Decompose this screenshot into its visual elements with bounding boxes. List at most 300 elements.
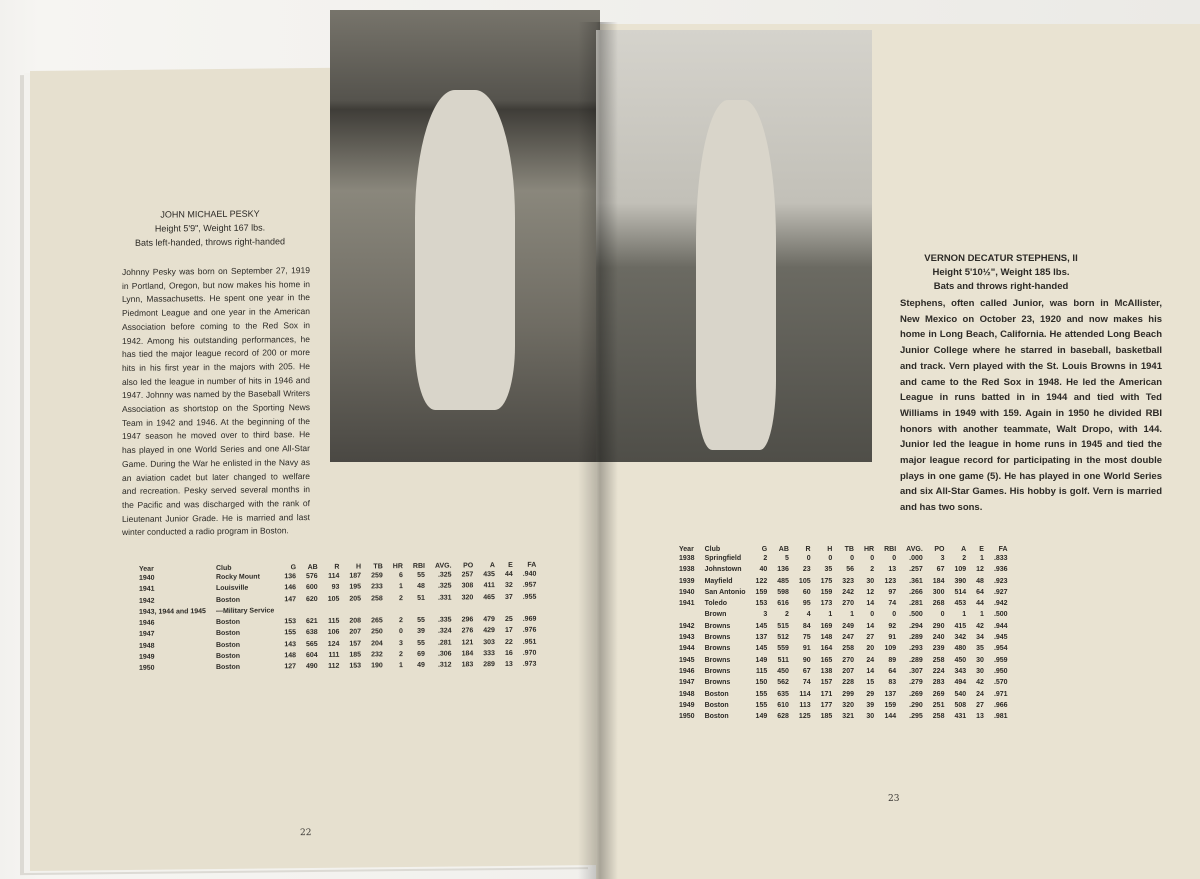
stats-cell: 247 <box>842 634 854 642</box>
stats-cell: 75 <box>802 634 811 642</box>
stats-cell: 207 <box>842 667 854 675</box>
stats-cell: 276 <box>461 627 474 635</box>
player-photo-stephens <box>596 30 872 462</box>
stats-cell: 153 <box>349 662 362 671</box>
stats-cell: .293 <box>909 645 923 653</box>
stats-cell: 13 <box>976 713 984 721</box>
stats-cell: .970 <box>522 649 537 657</box>
stats-cell: 485 <box>777 577 789 585</box>
stats-cell: 159 <box>820 588 833 596</box>
stats-cell: 14 <box>866 667 875 675</box>
stats-cell: 0 <box>828 555 833 562</box>
stats-cell <box>301 605 323 617</box>
stats-cell: 13 <box>504 661 513 669</box>
stats-cell: 1938 <box>679 555 695 562</box>
stats-cell: 25 <box>504 616 513 624</box>
player-bats-throws: Bats and throws right-handed <box>933 281 1069 292</box>
stats-cell: 269 <box>932 690 945 698</box>
batter-figure <box>696 100 776 450</box>
stats-cell: 480 <box>954 645 967 653</box>
stats-cell: 0 <box>398 628 403 636</box>
stats-cell: 411 <box>483 582 495 590</box>
player-title-block <box>906 252 1096 294</box>
stats-cell: 190 <box>371 662 383 670</box>
stats-header-cell: G <box>290 564 297 572</box>
stats-cell: .981 <box>993 713 1008 721</box>
stats-cell: 1941 <box>139 585 155 594</box>
stats-cell: 95 <box>802 600 811 608</box>
stats-cell: 27 <box>866 634 875 642</box>
stats-cell: .959 <box>993 656 1008 664</box>
stats-cell: 29 <box>866 690 875 698</box>
stats-cell: Boston <box>215 618 241 627</box>
stats-cell: Browns <box>704 634 731 642</box>
stats-cell: 1944 <box>679 645 695 653</box>
table-row <box>674 564 1013 575</box>
player-photo-pesky <box>330 10 600 462</box>
player-height-weight: Height 5'10½", Weight 185 lbs. <box>932 267 1070 278</box>
stats-cell: .936 <box>993 566 1008 574</box>
stats-cell: 91 <box>888 634 897 642</box>
stats-cell: 635 <box>777 690 789 698</box>
stats-cell: 155 <box>755 690 768 698</box>
stats-cell: 14 <box>866 622 875 630</box>
stats-cell: 32 <box>504 582 513 590</box>
stats-cell: 1 <box>850 611 854 619</box>
stats-cell: .269 <box>909 690 923 698</box>
stats-header-cell: R <box>334 563 340 571</box>
stats-cell: .969 <box>522 615 537 624</box>
stats-cell: 240 <box>932 634 945 642</box>
stats-cell: 74 <box>802 679 811 687</box>
stats-cell: 1949 <box>679 701 695 709</box>
stats-cell: .281 <box>437 639 452 647</box>
stats-cell: Browns <box>704 679 731 687</box>
stats-cell: 51 <box>417 594 425 602</box>
table-row <box>674 632 1013 643</box>
stats-cell: 1942 <box>679 622 695 630</box>
stats-cell: 60 <box>802 588 811 596</box>
stats-cell: 42 <box>976 679 984 687</box>
stats-cell: Brown <box>704 611 727 619</box>
stats-cell: 205 <box>349 595 362 603</box>
stats-cell: .295 <box>909 713 923 721</box>
stats-cell: 159 <box>884 701 897 709</box>
stats-cell: 540 <box>954 690 967 698</box>
stats-cell: 320 <box>461 593 474 602</box>
stats-cell: 24 <box>866 656 875 664</box>
stats-cell: 621 <box>306 618 318 626</box>
table-row <box>674 621 1013 632</box>
stats-cell: 23 <box>802 566 811 574</box>
stats-header-cell: AVG. <box>434 562 452 570</box>
stats-cell: Browns <box>704 656 731 664</box>
stats-cell: 30 <box>976 667 984 675</box>
stats-cell: 64 <box>976 588 984 596</box>
stats-cell: 34 <box>976 634 984 642</box>
stats-cell: .325 <box>437 571 452 579</box>
stats-cell: 145 <box>755 645 768 653</box>
stats-cell: 64 <box>888 667 897 675</box>
stats-cell: 3 <box>398 639 403 647</box>
stats-cell <box>478 603 500 615</box>
stats-cell: 333 <box>483 650 495 658</box>
stats-header-cell: A <box>961 546 967 553</box>
stats-cell: 67 <box>802 667 811 675</box>
stats-cell: 2 <box>785 611 789 619</box>
stats-cell: 145 <box>755 622 768 630</box>
table-row <box>674 700 1013 711</box>
stats-cell: .971 <box>993 690 1008 698</box>
stats-cell: .257 <box>909 566 923 574</box>
stats-cell: 20 <box>866 645 875 653</box>
stats-cell: 92 <box>888 622 897 630</box>
stats-cell: .957 <box>522 581 537 590</box>
stats-cell: 153 <box>755 600 768 608</box>
stats-cell: 228 <box>842 679 854 687</box>
book-gutter-shadow <box>578 22 618 879</box>
stats-cell: 90 <box>802 656 811 664</box>
stats-cell: 320 <box>842 701 854 709</box>
stats-cell: 232 <box>371 651 383 659</box>
stats-cell: 576 <box>306 572 318 581</box>
stats-cell: 106 <box>327 629 340 637</box>
stats-cell: 0 <box>892 611 897 619</box>
table-row <box>674 587 1013 598</box>
stats-header-cell: AB <box>307 563 318 572</box>
stats-cell: 1 <box>828 611 833 619</box>
stats-cell: 69 <box>417 650 425 658</box>
stats-cell: 148 <box>284 652 297 660</box>
stats-cell: 299 <box>842 690 854 698</box>
stats-cell <box>344 604 366 616</box>
stats-cell: .976 <box>522 627 537 635</box>
stats-cell: 124 <box>327 640 340 648</box>
stats-cell: 17 <box>504 627 513 635</box>
stats-cell: 321 <box>842 713 854 721</box>
stats-cell: Boston <box>704 690 729 698</box>
stats-header-cell: H <box>356 563 362 571</box>
table-row <box>674 677 1013 688</box>
stats-cell: 270 <box>842 600 854 608</box>
stats-cell: 105 <box>327 595 340 603</box>
stats-cell: 12 <box>866 588 875 596</box>
stats-cell: 22 <box>504 638 513 646</box>
stats-cell <box>500 603 518 614</box>
stats-cell: 155 <box>755 701 768 709</box>
stats-cell: 164 <box>820 645 833 653</box>
stats-cell: 12 <box>976 566 984 574</box>
stats-cell <box>518 603 542 615</box>
stats-cell: 610 <box>777 701 789 709</box>
stats-cell: 48 <box>417 583 425 591</box>
stats-header-cell: H <box>827 546 833 553</box>
stats-cell: 30 <box>866 577 875 585</box>
stats-cell: .833 <box>993 555 1008 562</box>
stats-cell: 431 <box>954 713 967 721</box>
stats-cell: 250 <box>371 628 383 636</box>
stats-cell: 148 <box>820 634 833 642</box>
stats-cell: 511 <box>777 656 789 664</box>
stats-cell: 204 <box>371 640 383 648</box>
stats-cell: 343 <box>954 667 967 675</box>
stats-cell: 137 <box>755 634 768 642</box>
stats-cell: 258 <box>371 594 383 602</box>
table-row <box>674 576 1013 587</box>
stats-cell <box>430 603 457 615</box>
stats-cell: 242 <box>842 588 854 596</box>
stats-cell: 0 <box>870 611 875 619</box>
stats-cell: Springfield <box>704 555 742 562</box>
stats-cell: 308 <box>461 582 474 590</box>
stats-cell: 125 <box>798 713 811 721</box>
table-row <box>674 655 1013 666</box>
stats-cell: 258 <box>932 656 945 664</box>
stats-header-cell: FA <box>527 561 537 569</box>
stats-cell: 2 <box>763 555 768 562</box>
stats-cell: 508 <box>954 701 967 709</box>
stats-cell: 1947 <box>139 631 155 639</box>
stats-cell: 283 <box>932 679 945 687</box>
stats-cell: 143 <box>284 640 297 649</box>
stats-cell: 195 <box>349 583 362 591</box>
stats-cell: 187 <box>349 572 362 580</box>
stats-cell: Browns <box>704 622 731 630</box>
stats-cell: .944 <box>993 622 1008 630</box>
stats-cell: 0 <box>806 555 811 562</box>
stats-cell: 296 <box>461 616 474 624</box>
stats-cell: 2 <box>398 651 403 659</box>
stats-cell: 1947 <box>679 679 695 687</box>
player-bio: Stephens, often called Junior, was born in McAllister, New Mexico on October 23, 1920 and now makes his home in Long Beach, California. He attended Long Beach Junior College where he starred in baseball, basketball and track. Vern played with the St. Louis Browns in 1941 and came to the Red Sox in 1948. He led the American League in runs batted in in 1944 and tied with Ted Williams in 1949 with 159. Again in 1950 he divided RBI honors with another teammate, Walt Dropo, with 144. Junior led the league in home runs in 1945 and tied the major league record for participating in the most double plays in one game (5). He has played in one World Series and six All-Star Games. His hobby is golf. Vern is married and has two sons. <box>900 298 1162 514</box>
stats-cell: 479 <box>483 616 495 624</box>
stats-cell: 144 <box>884 713 897 721</box>
player-title-block <box>125 206 295 250</box>
stats-cell: 494 <box>954 679 967 687</box>
stats-cell: 265 <box>371 617 383 625</box>
stats-cell: 303 <box>483 638 495 647</box>
stats-cell: 604 <box>306 652 318 660</box>
stats-cell: 598 <box>777 588 789 596</box>
stats-cell: .923 <box>993 577 1008 585</box>
stats-cell: 30 <box>866 713 875 721</box>
stats-cell: 5 <box>785 555 789 562</box>
stats-cell: 257 <box>461 571 474 579</box>
stats-cell: .289 <box>909 656 923 664</box>
stats-cell: 435 <box>483 571 495 579</box>
stats-cell: Mayfield <box>704 577 733 585</box>
stats-cell: Browns <box>704 667 731 675</box>
stats-cell: 39 <box>417 628 425 636</box>
stats-cell <box>388 604 408 616</box>
stats-cell: .500 <box>993 611 1008 619</box>
stats-cell: .281 <box>909 600 923 608</box>
stats-cell: .312 <box>437 661 452 670</box>
stats-cell: 1 <box>398 662 403 670</box>
stats-cell: 14 <box>866 600 875 608</box>
page-number: 22 <box>300 828 312 839</box>
stats-cell: 56 <box>846 566 854 574</box>
stats-cell: 114 <box>328 572 340 580</box>
stats-cell: 115 <box>328 617 340 626</box>
stats-cell: 465 <box>483 593 495 601</box>
stats-cell: 1940 <box>679 588 695 596</box>
stats-cell: .325 <box>437 582 452 590</box>
stats-cell: 42 <box>976 622 984 630</box>
stats-cell: 113 <box>799 701 811 709</box>
table-row <box>674 689 1013 700</box>
stats-cell: .940 <box>522 570 537 578</box>
stats-cell: .294 <box>909 622 923 630</box>
stats-table <box>674 546 1013 722</box>
stats-cell: Rocky Mount <box>215 573 260 582</box>
stats-cell: 1950 <box>679 713 695 721</box>
stats-cell: 146 <box>284 584 297 592</box>
stats-cell: 44 <box>976 600 984 608</box>
stats-cell: 35 <box>824 566 833 574</box>
stats-cell: 105 <box>798 577 811 585</box>
stats-cell: 165 <box>820 656 833 664</box>
stats-cell <box>323 605 345 617</box>
stats-cell: 268 <box>932 600 945 608</box>
stats-cell: .307 <box>909 667 923 675</box>
stats-cell: 55 <box>417 571 425 579</box>
stats-cell: 565 <box>306 640 318 648</box>
player-name: JOHN MICHAEL PESKY <box>160 208 260 220</box>
player-bio: Johnny Pesky was born on September 27, 1919 in Portland, Oregon, but now makes his home in Lynn, Massachusetts. He spent one year in the Piedmont League and one year in the American Association before coming to the Red Sox in 1942. Among his outstanding performances, he has tied the major league record of 200 or more hits in his first year in the majors with 205. He also led the league in number of hits in 1946 and 1947. Johnny was named by the Baseball Writers Association as shortstop on the Sporting News Team in 1942 and 1946. At the beginning of the 1947 season he moved over to third base. He has played in one World Series and one All-Star Game. During the War he enlisted in the Navy as an aviation cadet but later changed to welfare and recreation. Pesky served several months in the Pacific and was discharged with the rank of Lieutenant Junior Grade. He is married and last winter conducted a radio program in Boston. <box>122 265 310 538</box>
player-name: VERNON DECATUR STEPHENS, II <box>924 253 1078 264</box>
stats-cell: 0 <box>870 555 875 562</box>
stats-cell: 149 <box>755 713 768 721</box>
stats-cell: Browns <box>704 645 731 653</box>
page-number: 23 <box>888 794 900 804</box>
stats-cell: 3 <box>940 555 945 562</box>
stats-cell: 1941 <box>679 600 695 608</box>
stats-cell: 559 <box>777 645 789 653</box>
stats-cell: 453 <box>954 600 967 608</box>
stats-cell: .570 <box>993 679 1008 687</box>
stats-cell: 1 <box>398 583 403 591</box>
stats-cell: 415 <box>954 622 967 630</box>
stats-cell: San Antonio <box>704 588 746 596</box>
stats-cell: 138 <box>820 667 833 675</box>
stats-cell: .331 <box>437 594 452 602</box>
stats-cell: 55 <box>417 639 425 647</box>
player-bats-throws: Bats left-handed, throws right-handed <box>134 236 286 248</box>
stats-header-cell: FA <box>998 546 1008 553</box>
stats-cell: 137 <box>884 690 897 698</box>
stats-cell: 638 <box>306 629 318 637</box>
stats-cell: 13 <box>888 566 897 574</box>
stats-cell: .950 <box>993 667 1008 675</box>
stats-cell: .266 <box>909 588 923 596</box>
stats-cell: 390 <box>954 577 967 585</box>
stats-cell: 515 <box>777 622 789 630</box>
stats-cell: 123 <box>884 577 897 585</box>
stats-header-cell: Club <box>215 564 232 573</box>
stats-cell: 55 <box>417 617 425 625</box>
stats-header-row <box>674 546 1013 553</box>
stats-cell: .324 <box>437 628 452 636</box>
batter-figure <box>415 90 515 410</box>
stats-cell: 74 <box>888 600 897 608</box>
stats-header-cell: RBI <box>884 546 897 553</box>
stats-cell: 157 <box>349 640 362 648</box>
stats-cell: 122 <box>755 577 768 585</box>
stats-cell: 67 <box>936 566 945 574</box>
stats-cell: 91 <box>802 645 811 653</box>
stats-cell: 251 <box>932 701 945 709</box>
stats-header-cell: HR <box>392 563 403 571</box>
stats-header-cell: AVG. <box>906 546 923 553</box>
stats-cell: 2 <box>398 594 403 602</box>
stats-header-cell: Year <box>679 546 694 553</box>
stats-header-cell: E <box>508 561 513 569</box>
stats-cell: 1949 <box>139 653 155 661</box>
stats-cell: 258 <box>932 713 945 721</box>
stats-cell: 39 <box>866 701 875 709</box>
stats-header-cell: AB <box>778 546 789 553</box>
table-row <box>674 553 1013 564</box>
table-row <box>674 643 1013 654</box>
stats-cell: 562 <box>777 679 789 687</box>
stats-cell: 3 <box>763 611 768 619</box>
stats-header-cell: RBI <box>412 562 425 570</box>
stats-cell: —Military Service <box>215 607 275 615</box>
stats-cell: .945 <box>993 634 1008 642</box>
stats-cell: 1946 <box>139 619 155 628</box>
stats-cell: 109 <box>954 566 967 574</box>
stats-cell: 121 <box>461 639 474 647</box>
stats-cell: Johnstown <box>704 566 742 574</box>
stats-cell: 1939 <box>679 577 695 585</box>
stats-cell: 512 <box>777 634 789 642</box>
stats-cell: .306 <box>437 650 452 658</box>
stats-cell: 208 <box>349 617 362 625</box>
stats-cell: 155 <box>284 629 297 637</box>
stats-cell: .279 <box>909 679 923 687</box>
stats-cell: 109 <box>884 645 897 653</box>
stats-cell: Boston <box>215 664 241 672</box>
stats-cell: 37 <box>504 593 513 601</box>
stats-body <box>134 569 541 675</box>
stats-cell: 239 <box>932 645 945 653</box>
stats-cell: 93 <box>331 584 340 592</box>
stats-cell: 1946 <box>679 667 695 675</box>
stats-cell: 429 <box>483 627 495 635</box>
stats-cell: .290 <box>909 701 923 709</box>
stats-header-cell: HR <box>863 546 875 553</box>
book-spread <box>30 22 1200 879</box>
stats-cell: 15 <box>866 679 875 687</box>
stats-cell: 89 <box>888 656 897 664</box>
stats-cell: Boston <box>704 713 729 721</box>
stats-cell: Toledo <box>704 600 727 608</box>
stats-cell: 270 <box>842 656 854 664</box>
stats-cell: 1 <box>962 611 967 619</box>
stats-header-cell: TB <box>844 546 854 553</box>
stats-cell: 289 <box>483 661 495 669</box>
stats-cell: 323 <box>842 577 854 585</box>
stats-cell: 600 <box>306 584 318 592</box>
stats-cell: 177 <box>820 701 833 709</box>
stats-cell: Boston <box>215 652 241 661</box>
stats-cell: .927 <box>993 588 1008 596</box>
stats-cell: 1940 <box>139 574 155 582</box>
stats-cell: 450 <box>777 667 789 675</box>
stats-header-cell: PO <box>934 546 945 553</box>
stats-cell: 114 <box>799 690 811 698</box>
